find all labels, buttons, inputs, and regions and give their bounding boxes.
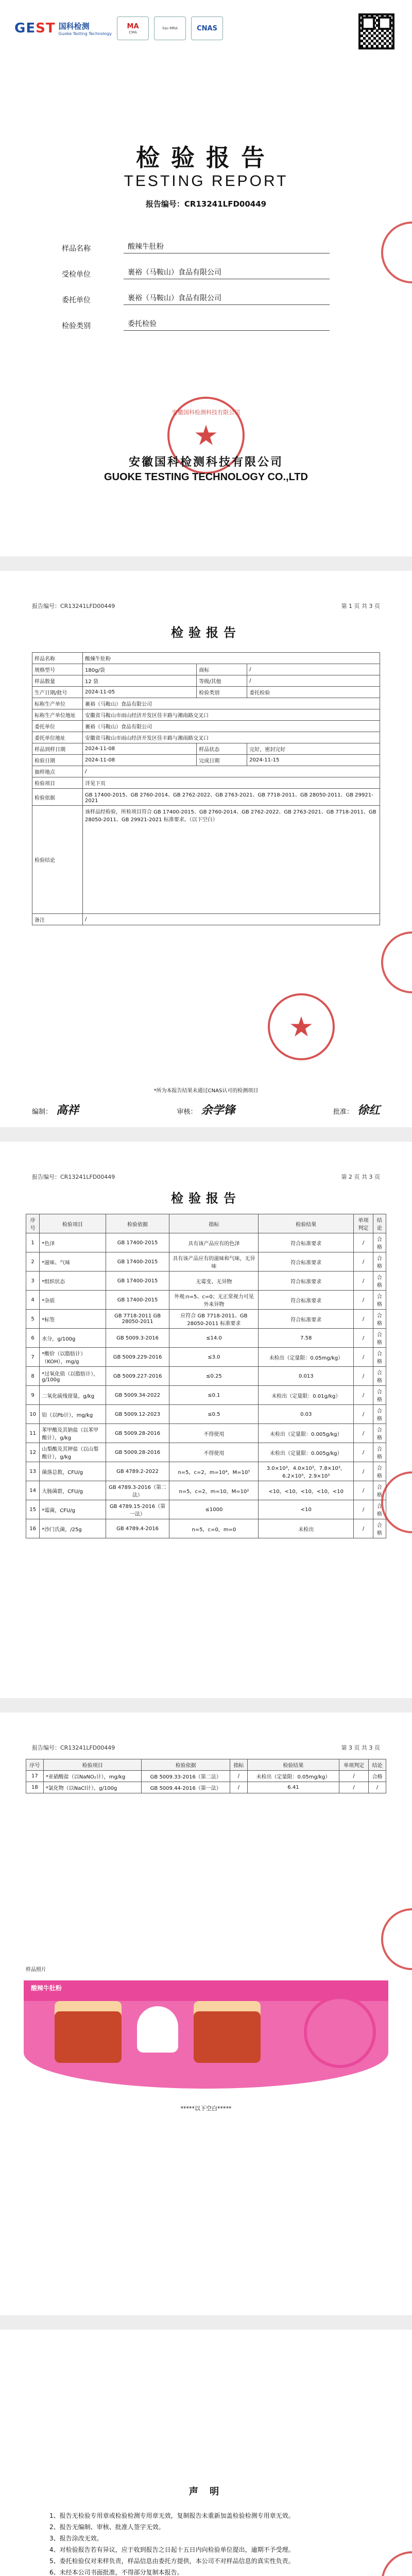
table-cell: GB 5009.33-2016（第二法） [142, 1771, 230, 1782]
table-cell: 不得使用 [169, 1443, 259, 1462]
table-cell: 3 [26, 1272, 40, 1291]
table-cell: 0.013 [259, 1367, 354, 1386]
table-cell: ≤3.0 [169, 1348, 259, 1367]
summary-value: 酸辣牛肚粉 [83, 653, 380, 664]
table-row [26, 1291, 386, 1310]
summary-key: 检验结论 [32, 806, 83, 914]
summary-row [32, 709, 380, 721]
table-cell: 7.58 [259, 1329, 354, 1348]
summary-key: 样品到样日期 [32, 743, 83, 755]
table-cell: 合格 [373, 1367, 386, 1386]
summary-page [0, 571, 412, 1127]
table-cell: 合格 [373, 1272, 386, 1291]
table-row [26, 1348, 386, 1367]
table-cell: 7 [26, 1348, 40, 1367]
table-cell: 合格 [373, 1348, 386, 1367]
column-header: 指标 [169, 1214, 259, 1233]
table-cell: / [354, 1424, 373, 1443]
table-cell: 0.03 [259, 1405, 354, 1424]
report-title-cn: 检验报告 [136, 144, 276, 172]
summary-key: 抽样地点 [32, 766, 83, 777]
signatures [32, 1101, 380, 1117]
table-cell: 未检出 [259, 1519, 354, 1538]
table-cell: 9 [26, 1386, 40, 1405]
sign-approver: 批准： 徐红 [333, 1104, 380, 1117]
table-cell: *滋味、气味 [40, 1252, 106, 1272]
sign-reviewer: 审核： 余学锋 [177, 1104, 235, 1117]
table-cell: 13 [26, 1462, 40, 1481]
cnas-footnote: *所为本报告结果未通过CNAS认可的检测项目 [153, 1088, 259, 1094]
summary-row [32, 789, 380, 806]
summary-row [32, 732, 380, 743]
table-cell: GB 17400-2015 [106, 1252, 169, 1272]
table-cell: 外观:n=5、c=0；无正常视力可见外来异物 [169, 1291, 259, 1310]
edge-seal [381, 222, 412, 283]
table-row [26, 1252, 386, 1272]
column-header: 结论 [369, 1759, 386, 1771]
table-cell: 苯甲酸及其钠盐（以苯甲酸计），g/kg [40, 1424, 106, 1443]
table-cell: 合格 [373, 1233, 386, 1252]
table-row [26, 1233, 386, 1252]
table-cell: 17 [26, 1771, 44, 1782]
table-cell: 具有该产品应有的色泽 [169, 1233, 259, 1252]
summary-row [32, 766, 380, 777]
star-icon: ★ [288, 1010, 314, 1043]
table-cell: / [354, 1443, 373, 1462]
table-cell: / [354, 1310, 373, 1329]
official-seal [268, 993, 335, 1060]
ilac-logo: ilac-MRA [154, 16, 186, 40]
cnas-logo: CNAS [191, 16, 223, 40]
table-cell: / [354, 1233, 373, 1252]
column-header: 检验依据 [142, 1759, 230, 1771]
column-header: 序号 [26, 1759, 44, 1771]
table-cell: / [354, 1272, 373, 1291]
summary-key: 规格型号 [32, 664, 83, 675]
summary-row [32, 755, 380, 766]
table-row [26, 1329, 386, 1348]
page-title: 检验报告 [171, 625, 241, 640]
sign-compiler: 编制： 高祥 [32, 1104, 79, 1117]
table-cell: / [354, 1329, 373, 1348]
table-cell: ≤0.25 [169, 1367, 259, 1386]
summary-value: / [83, 766, 380, 777]
declaration-item: 1、报告无检验专用章或检验检测专用章无效，复制报告未重新加盖检验检测专用章无效。 [49, 2512, 295, 2519]
table-cell: 合格 [373, 1462, 386, 1481]
table-row [26, 1782, 386, 1793]
summary-row [32, 777, 380, 789]
table-cell: 2 [26, 1252, 40, 1272]
column-header: 序号 [26, 1214, 40, 1233]
table-row [26, 1272, 386, 1291]
column-header: 单项判定 [339, 1759, 369, 1771]
official-seal: 安徽国科检测科技有限公司 ★ [167, 397, 245, 474]
table-cell: 符合标准要求 [259, 1252, 354, 1272]
summary-value: 180g/袋 [83, 664, 197, 675]
table-cell: 12 [26, 1443, 40, 1462]
summary-key: 检验项目 [32, 777, 83, 789]
pack-brand: 酸辣牛肚粉 [31, 1985, 62, 1992]
table-cell: / [339, 1782, 369, 1793]
summary-value: 2024-11-05 [83, 687, 197, 698]
table-cell: 11 [26, 1424, 40, 1443]
table-cell: 无霉变、无异物 [169, 1272, 259, 1291]
summary-key: 生产日期/批号 [32, 687, 83, 698]
summary-value: 安徽省马鞍山市雨山经济开发区佳丰路与湘南路交叉口 [83, 732, 380, 743]
table-cell: 合格 [373, 1291, 386, 1310]
summary-key: 检验日期 [32, 755, 83, 766]
table-cell: 合格 [373, 1386, 386, 1405]
field-inspected-unit: 受检单位 裹裕（马鞍山）食品有限公司 [62, 263, 330, 279]
summary-key: 备注 [32, 914, 83, 925]
brand-mark: GEST [14, 21, 56, 36]
cma-logo: MA CMA [117, 16, 149, 40]
declaration-item: 6、未经本公司书面批准，不得部分复制本报告。 [49, 2569, 183, 2576]
column-header: 指标 [230, 1759, 248, 1771]
table-cell: 铅（以Pb计），mg/kg [40, 1405, 106, 1424]
table-cell: 3.0×10³，4.0×10³，7.8×10³，6.2×10³，2.9×10³ [259, 1462, 354, 1481]
table-cell: 菌落总数，CFU/g [40, 1462, 106, 1481]
declaration-item: 2、报告无编制、审核、批准人签字无效。 [49, 2523, 165, 2531]
star-icon: ★ [193, 419, 219, 452]
table-cell: 未检出（定量限：0.05mg/kg） [247, 1771, 339, 1782]
summary-key: 检验依据 [32, 789, 83, 806]
summary-value: 裹裕（马鞍山）食品有限公司 [83, 698, 380, 709]
table-cell: <10，<10，<10，<10，<10 [259, 1481, 354, 1500]
table-cell: 6 [26, 1329, 40, 1348]
table-cell: GB 5009.3-2016 [106, 1329, 169, 1348]
table-cell: 6.41 [247, 1782, 339, 1793]
column-header: 检验依据 [106, 1214, 169, 1233]
table-cell: n=5，c=2，m=10⁴，M=10⁵ [169, 1462, 259, 1481]
report-title-en: TESTING REPORT [124, 173, 288, 190]
table-cell: *霉菌，CFU/g [40, 1500, 106, 1519]
table-cell: / [369, 1782, 386, 1793]
table-row [26, 1367, 386, 1386]
summary-key: 等级/其他 [197, 675, 247, 687]
end-marker: *****以下空白***** [180, 2105, 232, 2112]
org-name-cn: 安徽国科检测科技有限公司 [128, 456, 283, 469]
table-cell: 合格 [369, 1771, 386, 1782]
table-cell: *酸价（以脂肪计）（KOH），mg/g [40, 1348, 106, 1367]
summary-key: 样品状态 [197, 743, 247, 755]
summary-key: 标称生产单位 [32, 698, 83, 709]
photo-label: 样品照片 [26, 1967, 46, 1973]
table-cell: *杂质 [40, 1291, 106, 1310]
column-header: 检验项目 [43, 1759, 142, 1771]
column-header: 检验结果 [259, 1214, 354, 1233]
table-cell: 合格 [373, 1310, 386, 1329]
brand-sub: Guoke Testing Technology [58, 31, 112, 36]
table-cell: GB 7718-2011 GB 28050-2011 [106, 1310, 169, 1329]
table-cell: 二氧化硫残留量，g/kg [40, 1386, 106, 1405]
page-header: 报告编号：CR13241LFD00449 第 1 页 共 3 页 [32, 603, 380, 609]
table-cell: / [354, 1367, 373, 1386]
table-cell: / [339, 1771, 369, 1782]
table-cell: / [354, 1519, 373, 1538]
table-row [26, 1443, 386, 1462]
table-cell: <10 [259, 1500, 354, 1519]
table-cell: 8 [26, 1367, 40, 1386]
table-cell: ≤14.0 [169, 1329, 259, 1348]
summary-key: 样品名称 [32, 653, 83, 664]
table-cell: *色泽 [40, 1233, 106, 1252]
table-cell: 14 [26, 1481, 40, 1500]
summary-row [32, 698, 380, 709]
table-row [26, 1771, 386, 1782]
table-cell: 18 [26, 1782, 44, 1793]
table-cell: 山梨酸及其钾盐（以山梨酸计），g/kg [40, 1443, 106, 1462]
table-cell: *标签 [40, 1310, 106, 1329]
table-cell: n=5，c=0，m=0 [169, 1519, 259, 1538]
field-client: 委托单位 裹裕（马鞍山）食品有限公司 [62, 289, 330, 305]
summary-row [32, 687, 380, 698]
table-row [26, 1405, 386, 1424]
table-cell: 不得使用 [169, 1424, 259, 1443]
table-row [26, 1481, 386, 1500]
summary-value: 2024-11-15 [247, 755, 380, 766]
table-cell: 合格 [373, 1500, 386, 1519]
table-cell: *亚硝酸盐（以NaNO₂计），mg/kg [43, 1771, 142, 1782]
table-cell: 合格 [373, 1443, 386, 1462]
table-cell: / [354, 1500, 373, 1519]
summary-row [32, 653, 380, 664]
declaration-item: 3、报告涂改无效。 [49, 2535, 103, 2542]
table-cell: / [354, 1252, 373, 1272]
summary-key: 标称生产单位地址 [32, 709, 83, 721]
table-cell: *氯化物（以NaCl计），g/100g [43, 1782, 142, 1793]
table-cell: 合格 [373, 1424, 386, 1443]
summary-value: / [247, 675, 380, 687]
summary-row [32, 664, 380, 675]
table-row [26, 1386, 386, 1405]
summary-row [32, 675, 380, 687]
table-cell: 合格 [373, 1481, 386, 1500]
table-cell: 合格 [373, 1329, 386, 1348]
table-cell: *过氧化值（以脂肪计），g/100g [40, 1367, 106, 1386]
qr-code-icon [358, 13, 394, 49]
table-cell: / [230, 1782, 248, 1793]
sample-photo [24, 1980, 388, 2089]
table-cell: *沙门氏菌，/25g [40, 1519, 106, 1538]
org-name-en: GUOKE TESTING TECHNOLOGY CO.,LTD [104, 471, 308, 483]
table-row [26, 1519, 386, 1538]
summary-key: 商标 [197, 664, 247, 675]
table-cell: 未检出（定量限：0.005g/kg） [259, 1443, 354, 1462]
brand-name: 国科检测 [58, 22, 90, 31]
table-cell: GB 5009.34-2022 [106, 1386, 169, 1405]
table-cell: GB 5009.28-2016 [106, 1443, 169, 1462]
summary-key: 样品数量 [32, 675, 83, 687]
table-cell: ≤0.5 [169, 1405, 259, 1424]
summary-key: 完成日期 [197, 755, 247, 766]
table-cell: 10 [26, 1405, 40, 1424]
column-header: 检验结果 [247, 1759, 339, 1771]
report-number: 报告编号：CR13241LFD00449 [145, 199, 267, 209]
table-cell: 未检出（定量限：0.01g/kg） [259, 1386, 354, 1405]
table-cell: GB 17400-2015 [106, 1291, 169, 1310]
summary-row [32, 914, 380, 925]
table-cell: / [354, 1405, 373, 1424]
results-table [26, 1214, 386, 1538]
column-header: 单项判定 [354, 1214, 373, 1233]
table-cell: / [354, 1348, 373, 1367]
table-cell: GB 17400-2015 [106, 1272, 169, 1291]
table-cell: *组织状态 [40, 1272, 106, 1291]
page-header: 报告编号：CR13241LFD00449 第 3 页 共 3 页 [32, 1744, 380, 1751]
table-cell: 合格 [373, 1519, 386, 1538]
table-header [26, 1214, 386, 1233]
edge-seal [381, 1908, 412, 1970]
field-test-type: 检验类别 委托检验 [62, 314, 330, 331]
column-header: 检验项目 [40, 1214, 106, 1233]
table-row [26, 1424, 386, 1443]
table-cell: 符合标准要求 [259, 1310, 354, 1329]
table-cell: GB 5009.12-2023 [106, 1405, 169, 1424]
summary-value: 12 袋 [83, 675, 197, 687]
declaration-list [49, 2510, 363, 2576]
results-page [0, 1142, 412, 1698]
table-row [26, 1500, 386, 1519]
summary-value: 裹裕（马鞍山）食品有限公司 [83, 721, 380, 732]
table-cell: n=5，c=2，m=10，M=10² [169, 1481, 259, 1500]
table-cell: / [354, 1386, 373, 1405]
summary-row [32, 806, 380, 914]
edge-seal [381, 2551, 412, 2576]
page-title: 检验报告 [171, 1191, 241, 1206]
header-logos [14, 16, 223, 40]
summary-key: 委托单位 [32, 721, 83, 732]
summary-key: 委托单位地址 [32, 732, 83, 743]
summary-key: 检验类别 [197, 687, 247, 698]
summary-value: 完好，密封完好 [247, 743, 380, 755]
table-cell: / [354, 1481, 373, 1500]
table-cell: 应符合 GB 7718-2011、GB 28050-2011 标准要求 [169, 1310, 259, 1329]
summary-value: / [247, 664, 380, 675]
cover-page [0, 0, 412, 556]
table-cell: GB 17400-2015 [106, 1233, 169, 1252]
table-cell: 符合标准要求 [259, 1233, 354, 1252]
table-cell: ≤0.1 [169, 1386, 259, 1405]
column-header: 结论 [373, 1214, 386, 1233]
edge-seal [381, 931, 412, 993]
table-cell: 未检出（定量限：0.05mg/kg） [259, 1348, 354, 1367]
table-cell: 合格 [373, 1252, 386, 1272]
table-cell: GB 4789.3-2016（第二法） [106, 1481, 169, 1500]
declaration-item: 5、委托检验仅对来样负责，样品信息由委托方提供，本公司不对样品信息的真实性负责。 [49, 2557, 295, 2565]
table-row [26, 1462, 386, 1481]
table-cell: GB 4789.2-2022 [106, 1462, 169, 1481]
summary-value: 详见下页 [83, 777, 380, 789]
table-cell: GB 5009.44-2016（第一法） [142, 1782, 230, 1793]
summary-value: 2024-11-08 [83, 743, 197, 755]
brand-logo [14, 21, 112, 36]
table-cell: 水分，g/100g [40, 1329, 106, 1348]
table-cell: / [230, 1771, 248, 1782]
table-row [26, 1310, 386, 1329]
declaration-title: 声 明 [188, 2486, 224, 2497]
table-header [26, 1759, 386, 1771]
table-cell: / [354, 1462, 373, 1481]
table-cell: GB 5009.229-2016 [106, 1348, 169, 1367]
declaration-page [0, 2330, 412, 2576]
table-cell: GB 5009.227-2016 [106, 1367, 169, 1386]
declaration-item: 4、对检验报告若有异议，应于收到报告之日起十五日内向检验单位提出，逾期不予受理。 [49, 2546, 295, 2553]
summary-value: / [83, 914, 380, 925]
page-header: 报告编号：CR13241LFD00449 第 2 页 共 3 页 [32, 1174, 380, 1180]
table-cell: 5 [26, 1310, 40, 1329]
table-cell: 大肠菌群，CFU/g [40, 1481, 106, 1500]
summary-table [32, 652, 380, 925]
table-cell: 符合标准要求 [259, 1272, 354, 1291]
table-cell: 1 [26, 1233, 40, 1252]
summary-value: 安徽省马鞍山市雨山经济开发区佳丰路与湘南路交叉口 [83, 709, 380, 721]
table-cell: 16 [26, 1519, 40, 1538]
table-cell: GB 4789.15-2016（第一法） [106, 1500, 169, 1519]
table-cell: 合格 [373, 1405, 386, 1424]
field-sample-name: 样品名称 酸辣牛肚粉 [62, 237, 330, 253]
table-cell: ≤1000 [169, 1500, 259, 1519]
summary-value: 委托检验 [247, 687, 380, 698]
results-table-continued [26, 1759, 386, 1793]
table-cell: 具有该产品应有的滋味和气味，无异味 [169, 1252, 259, 1272]
table-cell: 15 [26, 1500, 40, 1519]
table-cell: 4 [26, 1291, 40, 1310]
results-continued-page [0, 1713, 412, 2315]
table-cell: GB 4789.4-2016 [106, 1519, 169, 1538]
summary-row [32, 743, 380, 755]
table-cell: 未检出（定量限：0.005g/kg） [259, 1424, 354, 1443]
table-cell: 符合标准要求 [259, 1291, 354, 1310]
summary-row [32, 721, 380, 732]
summary-value: 2024-11-08 [83, 755, 197, 766]
table-cell: GB 5009.28-2016 [106, 1424, 169, 1443]
table-cell: / [354, 1291, 373, 1310]
summary-value: 该样品经检验，所检项目符合 GB 17400-2015、GB 2760-2014、GB 2762-2022、GB 2763-2021、GB 7718-2011、GB 28050-2011、GB 29921-2021 标准要求。（以下空白） [83, 806, 380, 914]
summary-value: GB 17400-2015、GB 2760-2014、GB 2762-2022、GB 2763-2021、GB 7718-2011、GB 28050-2011、GB 29921-2021 [83, 789, 380, 806]
